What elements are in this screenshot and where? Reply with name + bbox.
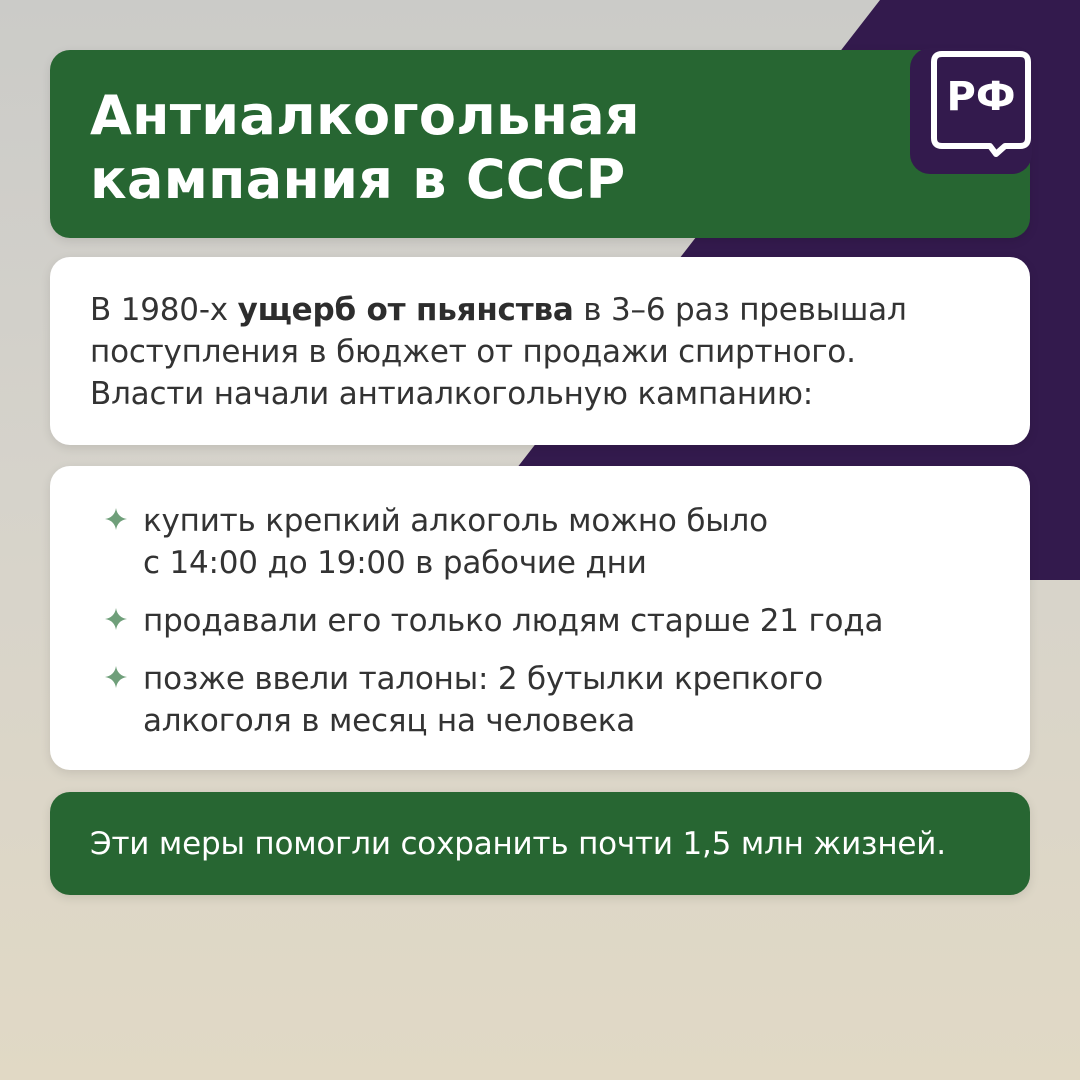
conclusion-text: Эти меры помогли сохранить почти 1,5 млн жизней. bbox=[90, 825, 946, 862]
logo bbox=[910, 48, 1032, 174]
intro-text-line1-end: в 3–6 раз превышал bbox=[573, 292, 907, 328]
list-item-line: продавали его только людям старше 21 года bbox=[143, 603, 884, 639]
title-line-2: кампания в СССР bbox=[90, 148, 626, 211]
intro-text-line3: Власти начали антиалкогольную кампанию: bbox=[90, 376, 813, 412]
measures-card bbox=[50, 466, 1030, 770]
page-title bbox=[90, 84, 990, 212]
four-point-star-icon bbox=[105, 608, 127, 630]
list-item-text bbox=[143, 600, 883, 642]
list-item-line: купить крепкий алкоголь можно было bbox=[143, 503, 768, 539]
intro-highlight: ущерб от пьянства bbox=[237, 292, 574, 328]
intro-text-line2: поступления в бюджет от продажи спиртного. bbox=[90, 334, 856, 370]
title-line-1: Антиалкогольная bbox=[90, 84, 640, 147]
conclusion-card bbox=[50, 792, 1030, 895]
list-item bbox=[105, 600, 990, 642]
list-item-line: алкоголя в месяц на человека bbox=[143, 703, 636, 739]
list-item bbox=[105, 658, 990, 742]
list-item-line: позже ввели талоны: 2 бутылки крепкого bbox=[143, 661, 824, 697]
four-point-star-icon bbox=[105, 508, 127, 530]
logo-text: РФ bbox=[946, 74, 1016, 120]
intro-paragraph bbox=[90, 289, 990, 415]
list-item-text bbox=[143, 500, 768, 584]
intro-card bbox=[50, 257, 1030, 445]
measures-list bbox=[105, 500, 990, 742]
list-item bbox=[105, 500, 990, 584]
list-item-text bbox=[143, 658, 823, 742]
list-item-line: с 14:00 до 19:00 в рабочие дни bbox=[143, 545, 647, 581]
intro-text-start: В 1980-х bbox=[90, 292, 238, 328]
title-card bbox=[50, 50, 1030, 238]
four-point-star-icon bbox=[105, 666, 127, 688]
